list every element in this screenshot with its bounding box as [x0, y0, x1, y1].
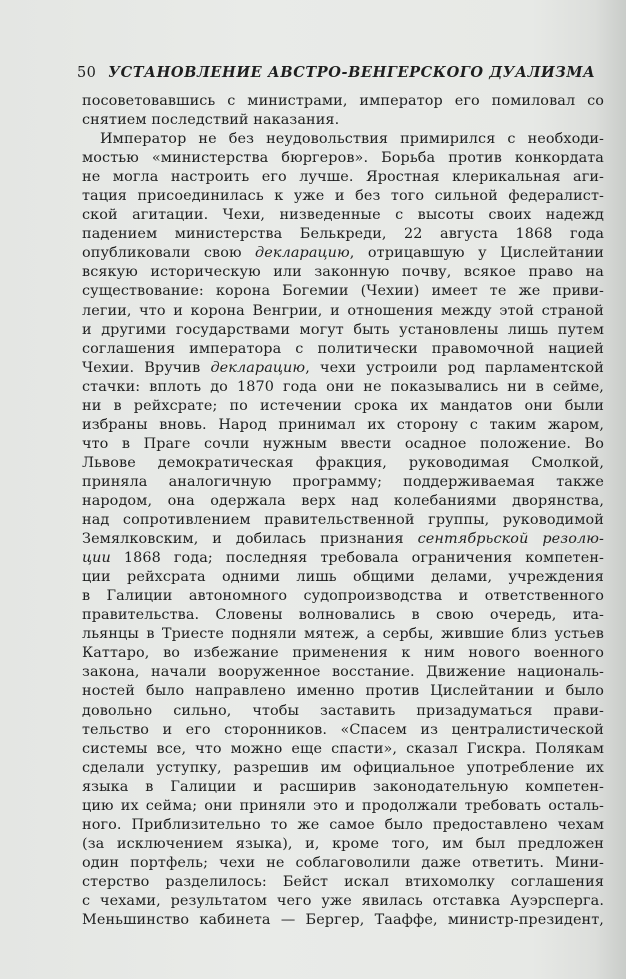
text-line: один портфель; чехи не соблаговолили даже ответить. Мини-: [82, 854, 604, 871]
text-segment: Земялковским, и добилась признания: [82, 531, 418, 548]
book-page: [77, 64, 605, 930]
text-line: существование: корона Богемии (Чехии) имеет те же приви-: [82, 283, 604, 300]
running-title: УСТАНОВЛЕНИЕ АВСТРО-ВЕНГЕРСКОГО ДУАЛИЗМА: [108, 64, 596, 81]
text-line: [82, 244, 604, 263]
text-line: Каттаро, во избежание применения к ним нового военного: [82, 645, 604, 662]
text-line: тация присоединилась к уже и без того сильной федералист-: [82, 188, 604, 205]
text-line: снятием последствий наказания.: [82, 112, 340, 129]
text-line: с чехами, результатом чего уже явилась отставка Ауэрсперга.: [82, 892, 604, 909]
text-line: системы все, что можно еще спасти», сказал Гискра. Полякам: [82, 740, 604, 757]
text-line: [82, 359, 604, 378]
body-text: [82, 92, 604, 930]
italic-term: декларацию: [255, 245, 350, 262]
text-line: правительства. Словены волновались в свою очередь, ита-: [82, 607, 604, 624]
text-line: [82, 549, 604, 568]
text-segment: 1868 года; последняя требовала ограничения компетен-: [110, 550, 604, 567]
italic-term: ции: [82, 550, 111, 567]
text-line: ностей было направлено именно против Цислейтании и было: [82, 683, 604, 700]
text-line: посоветовавшись с министрами, император его помиловал со: [82, 93, 604, 109]
text-line: что в Праге сочли нужным ввести осадное положение. Во: [82, 435, 604, 452]
text-line: стерство разделилось: Бейст искал втихомолку соглашения: [82, 873, 604, 890]
text-line: (за исключением языка), и, кроме того, им был предложен: [82, 835, 604, 852]
text-line: ни в рейхсрате; по истечении срока их мандатов они были: [82, 397, 604, 414]
text-line: над сопротивлением правительственной группы, руководимой: [82, 512, 604, 529]
text-line: языка в Галиции и расширив законодательную компетен-: [82, 778, 604, 795]
text-segment: Чехии. Вручив: [82, 359, 211, 376]
text-line: стачки: вплоть до 1870 года они не показывались ни в сейме,: [82, 378, 604, 395]
italic-term: декларацию: [210, 359, 306, 376]
text-line: не могла настроить его лучше. Яростная клерикальная аги-: [82, 169, 604, 186]
text-line: ного. Приблизительно то же самое было предоставлено чехам: [82, 816, 604, 833]
text-line: довольно сильно, чтобы заставить призадуматься прави-: [82, 702, 604, 719]
text-line: Император не без неудовольствия примирился с необходи-: [100, 131, 604, 148]
text-line: Меньшинство кабинета — Бергер, Тааффе, министр-президент,: [82, 912, 604, 929]
text-line: в Галиции автономного судопроизводства и ответственного: [82, 588, 604, 605]
text-line: тельство и его сторонников. «Спасем из централистической: [82, 721, 604, 738]
text-line: приняла аналогичную программу; поддерживаемая также: [82, 473, 604, 490]
text-segment: , чехи устроили род парламентской: [305, 359, 604, 376]
italic-term: сентябрьской резолю-: [417, 531, 605, 548]
text-line: мостью «министерства бюргеров». Борьба против конкордата: [82, 150, 604, 167]
text-line: льянцы в Триесте подняли мятеж, а сербы, жившие близ устьев: [82, 626, 604, 643]
text-line: закона, начали вооруженное восстание. Движение националь-: [82, 664, 604, 681]
text-line: Львове демократическая фракция, руководимая Смолкой,: [82, 454, 604, 471]
page-number: 50: [77, 65, 97, 81]
text-line: соглашения императора с политически правомочной нацией: [82, 340, 604, 357]
text-line: [82, 530, 604, 549]
text-line: избраны вновь. Народ принимал их сторону с таким жаром,: [82, 416, 604, 433]
text-line: падением министерства Белькреди, 22 августа 1868 года: [82, 226, 604, 243]
text-segment: опубликовали свою: [82, 245, 256, 262]
text-line: и другими государствами могут быть установлены лишь путем: [82, 321, 604, 338]
text-line: сделали уступку, разрешив им официальное употребление их: [82, 759, 604, 776]
text-line: всякую историческую или законную почву, всякое право на: [82, 264, 604, 281]
text-line: ской агитации. Чехи, низведенные с высоты своих надежд: [82, 207, 604, 224]
text-segment: , отрицавшую у Цислейтании: [349, 245, 604, 262]
running-head: [77, 64, 604, 88]
text-line: народом, она одержала верх над колебаниями дворянства,: [82, 492, 604, 509]
text-line: цию их сейма; они приняли это и продолжали требовать осталь-: [82, 797, 604, 814]
text-line: легии, что и корона Венгрии, и отношения между этой страной: [82, 302, 604, 319]
text-line: ции рейхсрата одними лишь общими делами, учреждения: [82, 569, 604, 586]
